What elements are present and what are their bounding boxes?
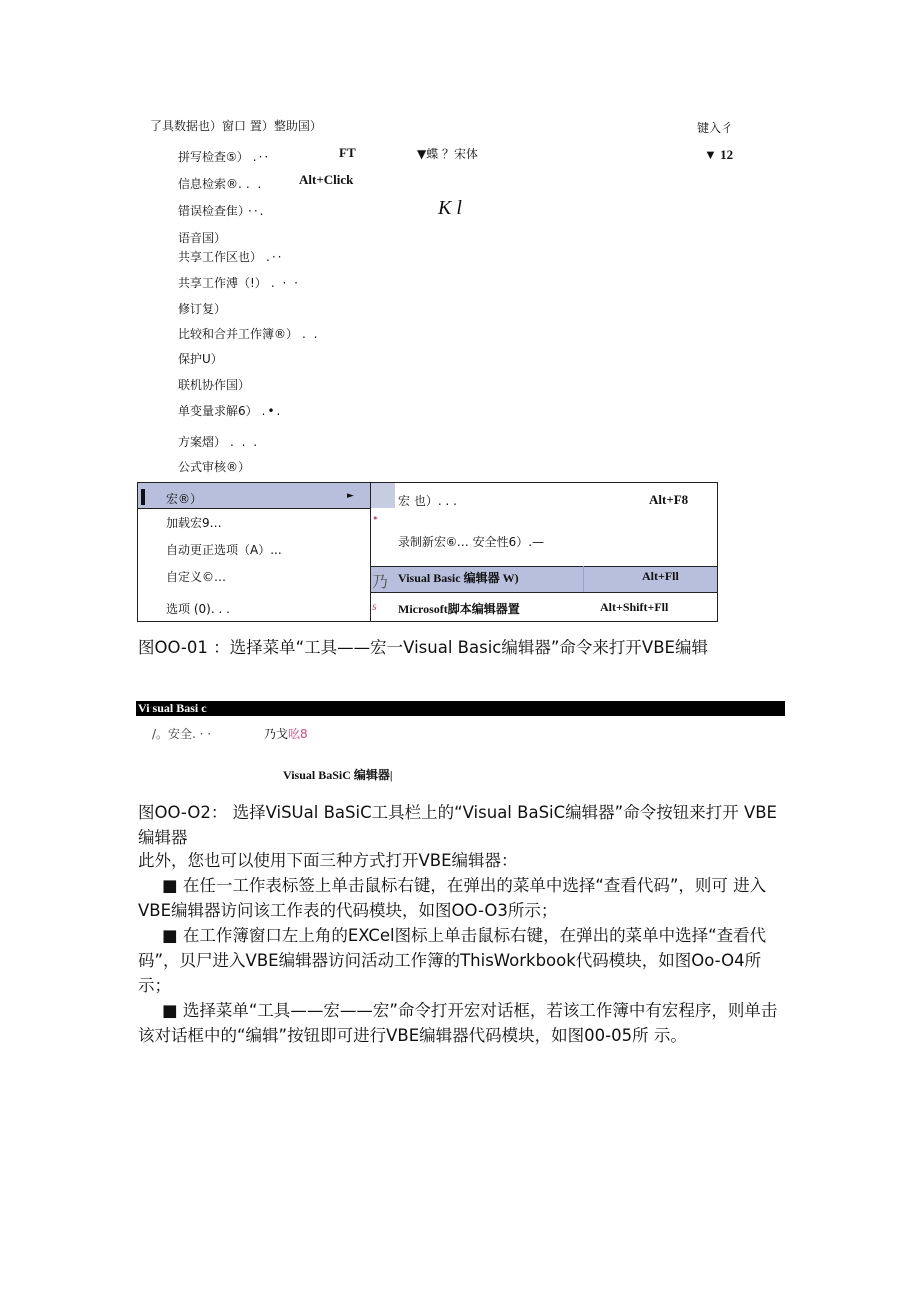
menu-item-compare-merge[interactable]: 比较和合并工作簿®） . .: [178, 327, 320, 341]
font-size-select[interactable]: ▼ 12: [704, 147, 734, 162]
macros-shortcut: Alt+F8: [649, 492, 689, 507]
menu-item-marker: [141, 489, 145, 505]
toolbar-ft: FT: [339, 145, 356, 160]
menu-item-macro[interactable]: 宏®）: [166, 492, 203, 506]
vbe-button[interactable]: Visual BaSiC 编辑器|: [283, 768, 393, 782]
ask-question-box[interactable]: 键入彳: [697, 121, 734, 135]
menu-item-addins[interactable]: 加载宏9…: [166, 516, 222, 530]
submenu-item-macros[interactable]: 宏 也）. . .: [398, 494, 457, 508]
menu-divider: [137, 508, 370, 509]
vb-toolbar-security[interactable]: /。安全. · ·: [152, 727, 212, 741]
menu-item-customize[interactable]: 自定义©…: [166, 570, 227, 584]
body-bullet-1: ■ 在任一工作表标签上单击鼠标右键，在弹出的菜单中选择“查看代码”，则可 进入VBE编辑器访问该工作表的代码模块，如图OO-O3所示；: [138, 876, 767, 920]
figure-caption-2: 图OO-O2： 选择ViSUal BaSiC工具栏上的“Visual BaSiC编辑器”命令按钮来打开 VBE编辑器: [138, 803, 777, 847]
alt-click-shortcut: Alt+Click: [299, 172, 354, 187]
menu-item-speech[interactable]: 语音国）: [178, 231, 227, 245]
submenu-icon-gutter: [371, 483, 395, 508]
menu-item-goal-seek[interactable]: 单变量求解6） .•.: [178, 404, 283, 418]
menu-item-spelling[interactable]: 拼写检查⑤） .··: [178, 150, 271, 164]
menu-item-research[interactable]: 信息检索®. . .: [178, 177, 264, 191]
menu-item-scenarios[interactable]: 方案熠） . . .: [178, 435, 260, 449]
script-editor-shortcut: Alt+Shift+Fll: [600, 600, 669, 614]
body-intro: 此外，您也可以使用下面三种方式打开VBE编辑器：: [138, 851, 518, 870]
menu-item-track-changes[interactable]: 修订复）: [178, 302, 227, 316]
menu-item-protection[interactable]: 保护U）: [178, 352, 223, 366]
submenu-divider-top: [371, 566, 718, 567]
figure-caption-1: 图OO-01 ：选择菜单“工具——宏一Visual Basic编辑器”命令来打开VBE编辑: [138, 638, 708, 657]
vb-toolbar-title: Vi sual Basi c: [136, 701, 785, 716]
vbe-shortcut: Alt+Fll: [642, 569, 679, 583]
body-text: [138, 848, 788, 1048]
vb-toolbar-run-icons[interactable]: 乃戈: [264, 727, 289, 741]
menu-item-online-collab[interactable]: 联机协作国）: [178, 378, 251, 392]
menu-item-error-check[interactable]: 错误检查隹） ··.: [178, 204, 266, 218]
k-glyph: K l: [438, 197, 462, 219]
submenu-arrow-icon: ►: [347, 491, 354, 501]
body-bullet-2: ■ 在工作簿窗口左上角的EXCel图标上单击鼠标右键，在弹出的菜单中选择“查看代码”，贝尸进入VBE编辑器访问活动工作簿的ThisWorkbook代码模块，如图Oo-O4所示；: [138, 926, 767, 995]
vb-toolbar-design-icon[interactable]: 吆8: [288, 727, 308, 741]
script-editor-icon: s: [372, 599, 377, 613]
font-name-select[interactable]: ▼蝶 ？宋体: [417, 147, 479, 161]
body-bullet-3: ■ 选择菜单“工具——宏——宏”命令打开宏对话框，若该工作簿中有宏程序，则单击该对话框中的“编辑”按钮即可进行VBE编辑器代码模块，如图00-05所 示。: [138, 1001, 778, 1045]
vb-toolbar-icons[interactable]: [264, 725, 308, 742]
vbe-icon: 乃: [372, 572, 389, 591]
submenu-item-script-editor[interactable]: Microsoft脚本编辑器置: [398, 602, 520, 616]
menu-column-divider: [370, 482, 371, 622]
menu-item-shared-workspace[interactable]: 共享工作区也） .··: [178, 250, 284, 264]
menu-item-share-workbook[interactable]: 共享工作溥（!） . · ·: [178, 276, 300, 290]
menu-bar[interactable]: 了具数据也）窗口 置）整助国）: [150, 119, 322, 133]
submenu-item-record[interactable]: 录制新宏⑥… 安全性6）.—: [398, 535, 545, 549]
vbe-shortcut-divider: [583, 566, 584, 592]
submenu-item-vbe[interactable]: Visual Basic 编辑器 W): [398, 571, 519, 585]
menu-item-formula-auditing[interactable]: 公式审核®）: [178, 460, 251, 474]
submenu-divider-bottom: [371, 592, 718, 593]
menu-item-autocorrect[interactable]: 自动更正选项（A）...: [166, 543, 282, 557]
menu-item-options[interactable]: 选项 (0). . .: [166, 602, 230, 616]
record-dot-icon: •: [372, 512, 379, 525]
